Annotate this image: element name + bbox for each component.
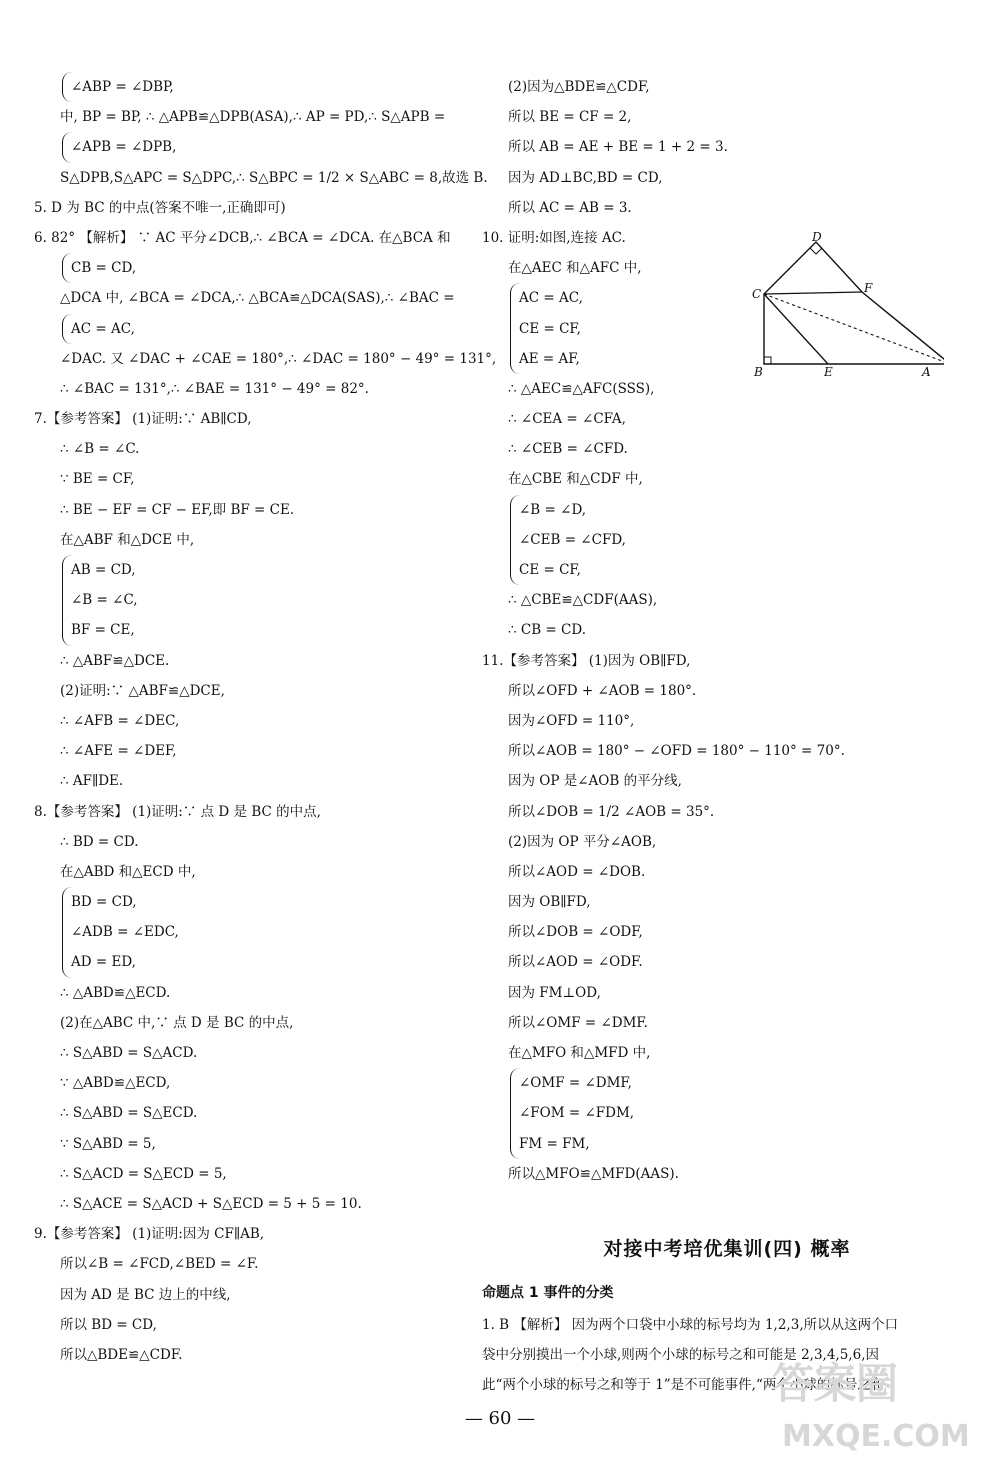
section-title: 对接中考培优集训(四) 概率 bbox=[603, 1238, 851, 1260]
equation-line: ∠FOM = ∠FDM, bbox=[519, 1105, 635, 1122]
subsection-title: 命题点 1 事件的分类 bbox=[482, 1285, 614, 1301]
equation-line: ∠CEB = ∠CFD, bbox=[519, 531, 626, 548]
watermark-line2: MXQE.COM bbox=[782, 1419, 970, 1454]
text-line: 所以∠DOB = ∠ODF, bbox=[508, 924, 643, 941]
equation-line: AB = CD, bbox=[71, 562, 136, 578]
equation-line: AD = ED, bbox=[71, 954, 136, 971]
question-heading-line: 9.【参考答案】 (1)证明:因为 CF∥AB, bbox=[34, 1226, 265, 1243]
watermark-logo bbox=[742, 1350, 992, 1456]
text-line: ∠DAC. 又 ∠DAC + ∠CAE = 180°,∴ ∠DAC = 180° − 49° = 131°, bbox=[60, 350, 497, 367]
question-heading-line: 10. 证明:如图,连接 AC. bbox=[482, 229, 626, 246]
text-line: (2)在△ABC 中,∵ 点 D 是 BC 的中点, bbox=[60, 1014, 294, 1031]
equation-line: FM = FM, bbox=[519, 1135, 590, 1152]
brace-system bbox=[62, 253, 474, 283]
text-line: 在△ABD 和△ECD 中, bbox=[60, 863, 196, 880]
text-line: 因为 OB∥FD, bbox=[508, 894, 591, 911]
text-line: (2)因为△BDE≌△CDF, bbox=[508, 79, 650, 95]
question-heading-line: 8.【参考答案】 (1)证明:∵ 点 D 是 BC 的中点, bbox=[34, 803, 321, 820]
equation-line: AE = AF, bbox=[519, 350, 580, 367]
question-heading-line: 5. D 为 BC 的中点(答案不唯一,正确即可) bbox=[34, 199, 286, 216]
text-line: ∴ ∠BAC = 131°,∴ ∠BAE = 131° − 49° = 82°. bbox=[60, 380, 369, 397]
text-line: ∴ △CBE≌△CDF(AAS), bbox=[508, 592, 658, 609]
left-column bbox=[34, 72, 497, 1370]
text-line: △DCA 中, ∠BCA = ∠DCA,∴ △BCA≌△DCA(SAS),∴ ∠BAC = bbox=[60, 290, 455, 307]
text-line: ∴ △AEC≌△AFC(SSS), bbox=[508, 380, 655, 397]
text-line: ∴ ∠CEA = ∠CFA, bbox=[508, 411, 626, 428]
text-line: 所以∠AOD = ∠DOB. bbox=[508, 863, 646, 880]
text-line: ∴ S△ABD = S△ECD. bbox=[60, 1105, 198, 1122]
brace-system bbox=[62, 132, 474, 162]
text-line: ∴ S△ACE = S△ACD + S△ECD = 5 + 5 = 10. bbox=[60, 1195, 362, 1212]
text-line: 在△CBE 和△CDF 中, bbox=[508, 471, 643, 488]
text-line: ∴ ∠CEB = ∠CFD. bbox=[508, 441, 628, 458]
text-line: 中, BP = BP, ∴ △APB≌△DPB(ASA),∴ AP = PD,∴ S△APB = bbox=[60, 109, 446, 126]
brace-system bbox=[62, 314, 474, 344]
question-heading-line: 6. 82° 【解析】 ∵ AC 平分∠DCB,∴ ∠BCA = ∠DCA. 在△BCA 和 bbox=[34, 229, 451, 246]
text-line: ∴ BE − EF = CF − EF,即 BF = CE. bbox=[60, 501, 295, 518]
question-heading-line: 7.【参考答案】 (1)证明:∵ AB∥CD, bbox=[34, 411, 252, 428]
label-e: E bbox=[824, 365, 833, 378]
label-c: C bbox=[752, 287, 762, 301]
segment-ac-dashed bbox=[764, 294, 944, 364]
text-line: ∴ ∠AFE = ∠DEF, bbox=[60, 743, 177, 760]
right-angle-mark-d bbox=[810, 248, 822, 254]
text-line: 在△MFO 和△MFD 中, bbox=[508, 1045, 651, 1061]
brace-system bbox=[62, 887, 474, 978]
geometry-figure bbox=[748, 232, 944, 378]
label-b: B bbox=[754, 365, 763, 378]
text-line: S△DPB,S△APC = S△DPC,∴ S△BPC = 1/2 × S△ABC = 8,故选 B. bbox=[60, 169, 488, 186]
page-number: — 60 — bbox=[464, 1408, 536, 1429]
text-line: (2)因为 OP 平分∠AOB, bbox=[508, 833, 657, 850]
text-line: 因为 AD⊥BC,BD = CD, bbox=[508, 169, 663, 186]
text-line: 因为∠OFD = 110°, bbox=[508, 712, 635, 729]
text-line: 所以∠DOB = 1/2 ∠AOB = 35°. bbox=[508, 803, 715, 820]
text-line: 因为 AD 是 BC 边上的中线, bbox=[60, 1286, 231, 1303]
text-line: 所以△BDE≌△CDF. bbox=[60, 1346, 183, 1363]
text-line: ∴ BD = CD. bbox=[60, 833, 139, 850]
segment-ce bbox=[764, 294, 828, 364]
equation-line: CE = CF, bbox=[519, 562, 581, 578]
segment-cf bbox=[764, 292, 862, 294]
equation-line: CE = CF, bbox=[519, 320, 581, 337]
text-line: 所以△MFO≌△MFD(AAS). bbox=[508, 1165, 679, 1182]
equation-line: BD = CD, bbox=[71, 894, 137, 911]
equation-line: ∠APB = ∠DPB, bbox=[71, 139, 177, 156]
text-line: ∵ BE = CF, bbox=[60, 471, 135, 488]
equation-line: ∠ADB = ∠EDC, bbox=[71, 924, 179, 941]
text-line: ∴ △ABF≌△DCE. bbox=[60, 652, 170, 669]
text-line: ∴ S△ACD = S△ECD = 5, bbox=[60, 1165, 227, 1182]
equation-line: BF = CE, bbox=[71, 622, 135, 639]
text-line: 因为 FM⊥OD, bbox=[508, 984, 601, 1001]
label-d: D bbox=[812, 232, 822, 244]
text-line: ∵ S△ABD = 5, bbox=[60, 1135, 156, 1152]
text-line: 所以∠AOB = 180° − ∠OFD = 180° − 110° = 70°. bbox=[508, 743, 845, 760]
figure-outline bbox=[764, 242, 944, 364]
text-line: 因为 OP 是∠AOB 的平分线, bbox=[508, 773, 682, 790]
text-line: ∴ ∠AFB = ∠DEC, bbox=[60, 712, 180, 729]
text-line: 在△AEC 和△AFC 中, bbox=[508, 260, 642, 277]
watermark-line1: 答案圈 bbox=[772, 1359, 899, 1408]
equation-line: AC = AC, bbox=[519, 290, 583, 307]
label-f: F bbox=[864, 281, 873, 295]
question-heading-line: 11.【参考答案】 (1)因为 OB∥FD, bbox=[482, 652, 691, 669]
text-line: 所以∠B = ∠FCD,∠BED = ∠F. bbox=[60, 1256, 259, 1273]
text-line: (2)证明:∵ △ABF≌△DCE, bbox=[60, 682, 225, 699]
brace-system bbox=[510, 1068, 972, 1159]
question-1-line: 袋中分别摸出一个小球,则两个小球的标号之和可能是 2,3,4,5,6,因 bbox=[482, 1347, 879, 1363]
text-line: ∴ CB = CD. bbox=[508, 622, 586, 639]
brace-system bbox=[62, 72, 474, 102]
right-angle-mark-b bbox=[764, 357, 771, 364]
text-line: 所以 BE = CF = 2, bbox=[508, 109, 632, 126]
equation-line: ∠B = ∠C, bbox=[71, 592, 138, 609]
text-line: 所以 AC = AB = 3. bbox=[508, 199, 632, 216]
text-line: ∴ S△ABD = S△ACD. bbox=[60, 1045, 198, 1061]
text-line: 所以∠AOD = ∠ODF. bbox=[508, 954, 643, 971]
equation-line: ∠B = ∠D, bbox=[519, 501, 587, 518]
equation-line: CB = CD, bbox=[71, 260, 137, 277]
text-line: 所以 AB = AE + BE = 1 + 2 = 3. bbox=[508, 139, 728, 156]
text-line: ∵ △ABD≌△ECD, bbox=[60, 1075, 171, 1092]
text-line: ∴ AF∥DE. bbox=[60, 773, 124, 790]
question-1-line: 1. B 【解析】 因为两个口袋中小球的标号均为 1,2,3,所以从这两个口 bbox=[482, 1317, 899, 1333]
text-line: ∴ △ABD≌△ECD. bbox=[60, 984, 171, 1001]
label-a: A bbox=[922, 365, 931, 378]
equation-line: ∠ABP = ∠DBP, bbox=[71, 79, 174, 95]
brace-system bbox=[510, 495, 972, 586]
text-line: ∴ ∠B = ∠C. bbox=[60, 441, 140, 458]
text-line: 所以∠OMF = ∠DMF. bbox=[508, 1014, 648, 1031]
equation-line: AC = AC, bbox=[71, 320, 135, 337]
text-line: 所以∠OFD + ∠AOB = 180°. bbox=[508, 682, 697, 699]
text-line: 所以 BD = CD, bbox=[60, 1316, 157, 1333]
brace-system bbox=[62, 555, 474, 646]
equation-line: ∠OMF = ∠DMF, bbox=[519, 1075, 632, 1092]
question-1-line: 此“两个小球的标号之和等于 1”是不可能事件,“两个小球的标号之和 bbox=[482, 1377, 885, 1393]
text-line: 在△ABF 和△DCE 中, bbox=[60, 531, 195, 548]
